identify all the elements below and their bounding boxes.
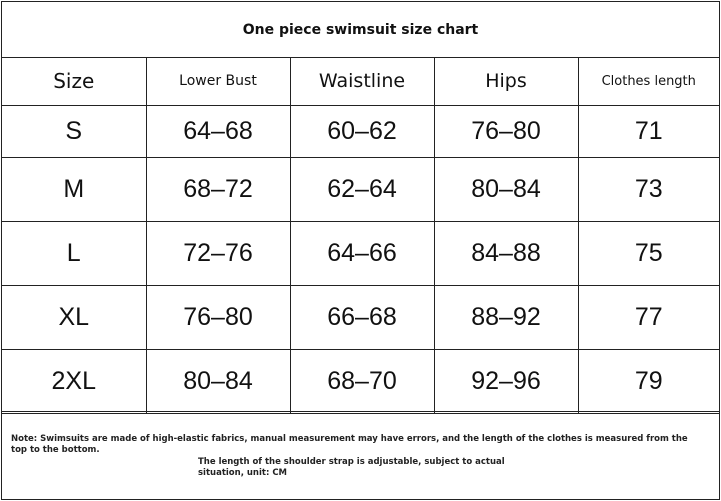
- notes-section: [2, 411, 719, 499]
- size-cell: L: [2, 221, 146, 285]
- waistline-cell: 62–64: [290, 157, 434, 221]
- clothes-length-cell: 75: [578, 221, 719, 285]
- lower-bust-cell: 64–68: [146, 105, 290, 157]
- waistline-cell: 68–70: [290, 349, 434, 413]
- note-shoulder-strap: The length of the shoulder strap is adjustable, subject to actual situation, unit: CM: [198, 457, 505, 478]
- header-row: [2, 58, 719, 105]
- clothes-length-cell: 71: [578, 105, 719, 157]
- clothes-length-cell: 77: [578, 285, 719, 349]
- header-size: Size: [2, 58, 146, 105]
- chart-title: One piece swimsuit size chart: [2, 2, 719, 58]
- lower-bust-cell: 80–84: [146, 349, 290, 413]
- lower-bust-cell: 68–72: [146, 157, 290, 221]
- table-row: [2, 221, 719, 285]
- note-measurement: Note: Swimsuits are made of high-elastic fabrics, manual measurement may have errors, and the length of the clothes is measured from the top to the bottom.: [11, 434, 688, 455]
- hips-cell: 88–92: [434, 285, 578, 349]
- size-cell: XL: [2, 285, 146, 349]
- header-lower-bust: Lower Bust: [146, 58, 290, 105]
- hips-cell: 92–96: [434, 349, 578, 413]
- table-row: [2, 349, 719, 413]
- hips-cell: 80–84: [434, 157, 578, 221]
- size-cell: S: [2, 105, 146, 157]
- header-waistline: Waistline: [290, 58, 434, 105]
- size-cell: M: [2, 157, 146, 221]
- clothes-length-cell: 73: [578, 157, 719, 221]
- table-row: [2, 285, 719, 349]
- size-cell: 2XL: [2, 349, 146, 413]
- header-clothes-length: Clothes length: [578, 58, 719, 105]
- size-table: [2, 58, 719, 414]
- lower-bust-cell: 72–76: [146, 221, 290, 285]
- waistline-cell: 60–62: [290, 105, 434, 157]
- hips-cell: 84–88: [434, 221, 578, 285]
- hips-cell: 76–80: [434, 105, 578, 157]
- table-row: [2, 157, 719, 221]
- header-hips: Hips: [434, 58, 578, 105]
- waistline-cell: 66–68: [290, 285, 434, 349]
- waistline-cell: 64–66: [290, 221, 434, 285]
- clothes-length-cell: 79: [578, 349, 719, 413]
- size-chart: [1, 1, 720, 500]
- table-row: [2, 105, 719, 157]
- lower-bust-cell: 76–80: [146, 285, 290, 349]
